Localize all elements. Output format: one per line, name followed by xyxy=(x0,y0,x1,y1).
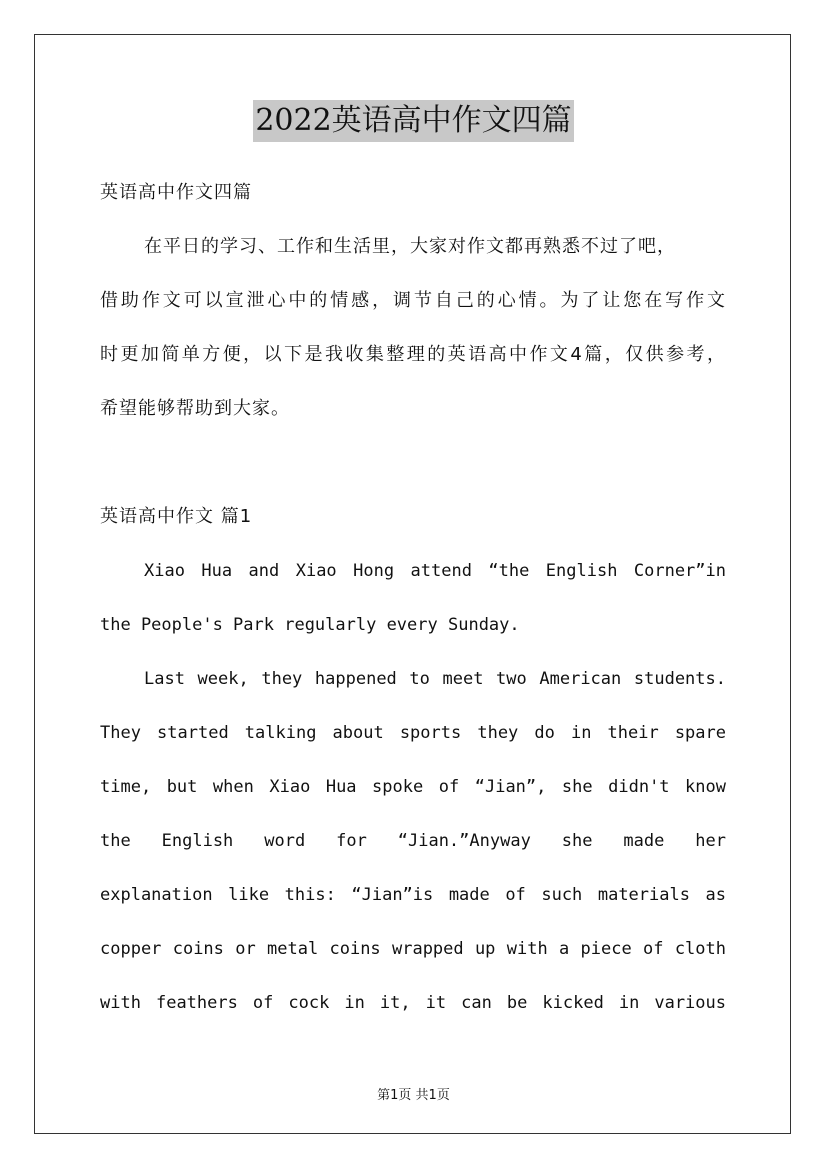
body-line-7: explanation like this: “Jian”is made of such materials as xyxy=(100,885,726,905)
body-line-8: copper coins or metal coins wrapped up with a piece of cloth xyxy=(100,939,726,959)
intro-line-1: 在平日的学习、工作和生活里，大家对作文都再熟悉不过了吧， xyxy=(144,236,676,257)
body-line-3: Last week, they happened to meet two American students. xyxy=(144,669,726,689)
body-line-6: the English word for “Jian.”Anyway she made her xyxy=(100,831,726,851)
title-container xyxy=(0,100,827,142)
section-heading: 英语高中作文 篇1 xyxy=(100,506,253,527)
intro-line-4: 希望能够帮助到大家。 xyxy=(100,398,290,419)
body-line-2: the People's Park regularly every Sunday. xyxy=(100,615,520,635)
intro-line-2: 借助作文可以宣泄心中的情感，调节自己的心情。为了让您在写作文 xyxy=(100,290,726,311)
body-line-4: They started talking about sports they do in their spare xyxy=(100,723,726,743)
body-line-5: time, but when Xiao Hua spoke of “Jian”, she didn't know xyxy=(100,777,726,797)
body-line-1: Xiao Hua and Xiao Hong attend “the English Corner”in xyxy=(144,561,726,581)
body-line-9: with feathers of cock in it, it can be kicked in various xyxy=(100,993,726,1013)
document-body xyxy=(100,174,726,1038)
page-footer: 第1页 共1页 xyxy=(377,1088,450,1103)
intro-line-3: 时更加简单方便，以下是我收集整理的英语高中作文4篇，仅供参考， xyxy=(100,344,726,365)
document-heading: 英语高中作文四篇 xyxy=(100,182,252,203)
section-spacer xyxy=(100,444,726,498)
document-title: 2022英语高中作文四篇 xyxy=(253,100,573,142)
